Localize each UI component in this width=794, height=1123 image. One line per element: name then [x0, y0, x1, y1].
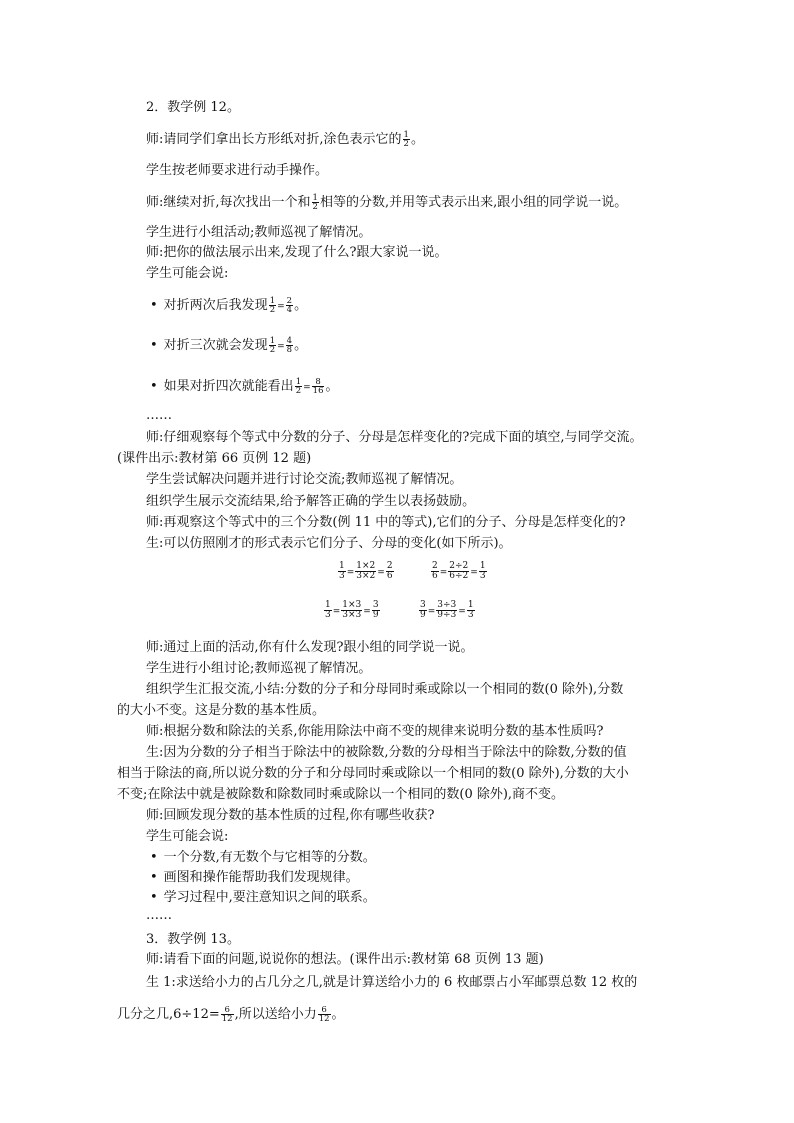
fraction [419, 601, 427, 620]
numerator: 2÷2 [449, 561, 469, 571]
denominator: 6 [386, 571, 393, 581]
fraction [286, 337, 293, 354]
s5-text: 师:把你的做法展示出来,发现了什么?跟大家说一说。 [146, 245, 448, 260]
fraction [372, 601, 380, 620]
bullet-icon: • [150, 870, 158, 885]
fraction [448, 562, 469, 581]
numerator: 3 [372, 600, 379, 610]
fraction [312, 378, 325, 395]
bullet-text: 对折三次就会发现 [163, 338, 268, 353]
denominator: 2 [403, 139, 409, 149]
denominator: 16 [312, 386, 324, 396]
s3-pre: 师:继续对折,每次找出一个和 [146, 195, 311, 210]
list-item-text: 一个分数,有无数个与它相等的分数。 [163, 850, 376, 865]
s3-line [146, 194, 627, 211]
bullet-end: 。 [294, 338, 308, 353]
s8-text: (课件出示:教材第 66 页例 12 题) [117, 451, 312, 466]
s22-pre: 几分之几,6÷12= [117, 1007, 220, 1022]
s1-line [146, 131, 424, 148]
bullet-icon: • [150, 850, 158, 865]
ellipsis: …… [146, 908, 172, 923]
s15b-text: 的大小不变。这是分数的基本性质。 [117, 703, 326, 718]
fraction [295, 378, 302, 395]
fraction-half [403, 131, 410, 148]
bullet-item-3 [150, 378, 339, 396]
equals: = [377, 568, 385, 578]
numerator: 3 [420, 600, 426, 610]
s16-text: 师:根据分数和除法的关系,你能用除法中商不变的规律来说明分数的基本性质吗? [146, 724, 604, 739]
numerator: 2 [432, 561, 438, 571]
bullet-text: 如果对折四次就能看出 [163, 379, 294, 394]
denominator: 4 [286, 305, 293, 315]
equals: = [346, 568, 355, 578]
list-item-text: 学习过程中,要注意知识之间的联系。 [163, 890, 376, 905]
s22-mid: ,所以送给小力 [234, 1007, 317, 1022]
fraction [221, 1006, 234, 1023]
denominator: 2 [295, 386, 302, 396]
bullet-end: 。 [294, 298, 308, 313]
denominator: 3×3 [342, 610, 362, 620]
s9-text: 学生尝试解决问题并进行讨论交流;教师巡视了解情况。 [146, 472, 463, 487]
denominator: 6 [432, 571, 438, 581]
s18-text: 师:回顾发现分数的基本性质的过程,你有哪些收获? [146, 808, 435, 823]
numerator: 1 [269, 296, 276, 306]
list-item [150, 890, 376, 906]
item3-heading: 3．教学例 13。 [146, 932, 240, 947]
s2-text: 学生按老师要求进行动手操作。 [146, 163, 329, 178]
s22-end: 。 [331, 1007, 345, 1022]
numerator: 1 [312, 193, 318, 203]
bullet-text: 对折两次后我发现 [163, 298, 268, 313]
denominator: 2 [269, 345, 276, 355]
numerator: 1 [479, 561, 486, 571]
numerator: 4 [286, 336, 293, 346]
equation-2 [430, 562, 488, 581]
s1-text: 师:请同学们拿出长方形纸对折,涂色表示它的 [146, 132, 402, 147]
bullet-item-2 [150, 337, 307, 355]
fraction [436, 601, 457, 620]
numerator: 2 [286, 296, 293, 306]
fraction [269, 337, 276, 354]
numerator: 1×2 [356, 561, 376, 571]
denominator: 12 [318, 1014, 330, 1024]
denominator: 2 [312, 202, 318, 212]
equation-4 [418, 601, 476, 620]
denominator: 9÷3 [437, 610, 457, 620]
equals: = [458, 607, 466, 617]
denominator: 3 [325, 610, 331, 620]
numerator: 1×3 [342, 600, 362, 610]
denominator: 8 [286, 345, 293, 355]
denominator: 12 [221, 1014, 233, 1024]
equation-3 [323, 601, 381, 620]
fraction [338, 562, 346, 581]
fraction-half [312, 194, 319, 211]
denominator: 6÷2 [449, 571, 469, 581]
s17c-text: 不变;在除法中就是被除数和除数同时乘或除以一个相同的数(0 除外),商不变。 [117, 787, 565, 802]
bullet-icon: • [150, 338, 158, 353]
bullet-icon: • [150, 890, 158, 905]
denominator: 9 [372, 610, 379, 620]
equals: = [277, 302, 285, 312]
bullet-icon: • [150, 379, 158, 394]
bullet-icon: • [150, 298, 158, 313]
numerator: 3÷3 [437, 600, 457, 610]
list-item [150, 850, 376, 866]
numerator: 1 [339, 561, 345, 571]
fraction [431, 562, 439, 581]
denominator: 2 [269, 305, 276, 315]
s21-text: 生 1:求送给小力的占几分之几,就是计算送给小力的 6 枚邮票占小军邮票总数 12 枚的 [146, 975, 638, 990]
fraction [324, 601, 332, 620]
s20-text: 师:请看下面的问题,说说你的想法。(课件出示:教材第 68 页例 13 题) [146, 952, 544, 967]
s22-line [117, 1006, 345, 1023]
equals: = [277, 342, 285, 352]
numerator: 6 [318, 1006, 331, 1015]
equation-1 [337, 562, 395, 581]
numerator: 1 [295, 377, 302, 387]
numerator: 8 [312, 378, 325, 387]
fraction [355, 562, 376, 581]
fraction [286, 297, 293, 314]
s19-text: 学生可能会说: [146, 829, 229, 844]
bullet-end: 。 [325, 379, 339, 394]
numerator: 1 [325, 600, 331, 610]
denominator: 3 [467, 610, 474, 620]
list-item-text: 画图和操作能帮助我们发现规律。 [163, 870, 359, 885]
denominator: 3 [479, 571, 486, 581]
numerator: 1 [467, 600, 474, 610]
list-item [150, 870, 359, 886]
numerator: 1 [269, 336, 276, 346]
numerator: 2 [386, 561, 393, 571]
fraction [341, 601, 362, 620]
equals: = [427, 607, 436, 617]
s6-text: 学生可能会说: [146, 266, 229, 281]
fraction [467, 601, 475, 620]
s13-text: 师:通过上面的活动,你有什么发现?跟小组的同学说一说。 [146, 640, 474, 655]
ellipsis: …… [146, 408, 172, 423]
equals: = [303, 383, 311, 393]
fraction [479, 562, 487, 581]
s15a-text: 组织学生汇报交流,小结:分数的分子和分母同时乘或除以一个相同的数(0 除外),分数 [146, 682, 624, 697]
s7-text: 师:仔细观察每个等式中分数的分子、分母是怎样变化的?完成下面的填空,与同学交流。 [146, 430, 643, 445]
equals: = [363, 607, 371, 617]
fraction [386, 562, 394, 581]
bullet-item-1 [150, 297, 307, 315]
s17a-text: 生:因为分数的分子相当于除法中的被除数,分数的分母相当于除法中的除数,分数的值 [146, 745, 627, 760]
fraction [269, 297, 276, 314]
equals: = [439, 568, 448, 578]
numerator: 1 [403, 130, 409, 140]
item2-heading: 2．教学例 12。 [146, 100, 240, 115]
equals: = [470, 568, 478, 578]
s12-text: 生:可以仿照刚才的形式表示它们分子、分母的变化(如下所示)。 [146, 536, 512, 551]
s11-text: 师:再观察这个等式中的三个分数(例 11 中的等式),它们的分子、分母是怎样变化的? [146, 515, 626, 530]
s10-text: 组织学生展示交流结果,给予解答正确的学生以表扬鼓励。 [146, 494, 476, 509]
denominator: 9 [420, 610, 426, 620]
s14-text: 学生进行小组讨论;教师巡视了解情况。 [146, 661, 372, 676]
equals: = [332, 607, 341, 617]
denominator: 3×2 [356, 571, 376, 581]
s3-post: 相等的分数,并用等式表示出来,跟小组的同学说一说。 [319, 195, 628, 210]
s4-text: 学生进行小组活动;教师巡视了解情况。 [146, 225, 372, 240]
s1-end: 。 [410, 132, 424, 147]
numerator: 6 [221, 1006, 234, 1015]
denominator: 3 [339, 571, 345, 581]
fraction [318, 1006, 331, 1023]
s17b-text: 相当于除法的商,所以说分数的分子和分母同时乘或除以一个相同的数(0 除外),分数的大小 [117, 766, 629, 781]
